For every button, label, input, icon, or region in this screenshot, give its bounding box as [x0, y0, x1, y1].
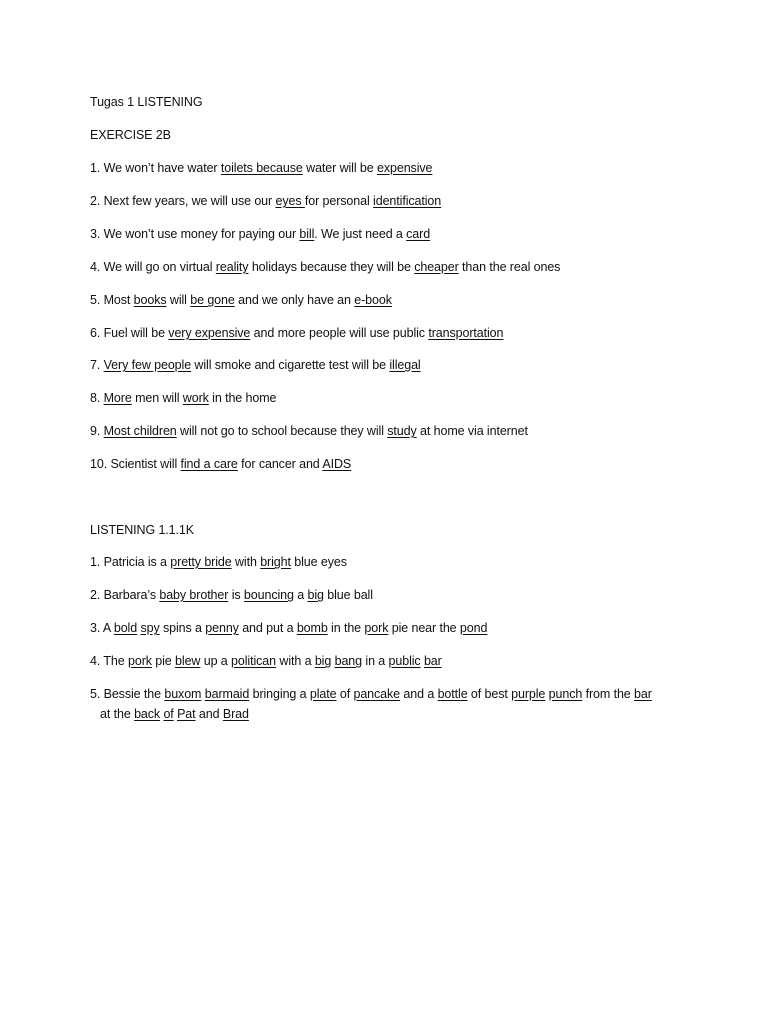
text-run: for cancer and [237, 457, 323, 471]
underlined-answer: buxom [164, 687, 202, 701]
text-run: than the real ones [458, 260, 561, 274]
text-run: 6. Fuel will be [90, 326, 169, 340]
section-heading-listening: LISTENING 1.1.1K [90, 523, 194, 537]
text-run: will smoke and cigarette test will be [191, 358, 390, 372]
underlined-answer: pretty bride [170, 555, 232, 569]
text-run: 4. The [90, 654, 128, 668]
text-run: spins a [159, 621, 206, 635]
text-run: 5. Most [90, 293, 134, 307]
text-run: 2. Barbara’s [90, 588, 160, 602]
text-run: blue eyes [290, 555, 347, 569]
text-run: a [293, 588, 308, 602]
underlined-answer: find a care [180, 457, 238, 471]
text-run: in the [327, 621, 365, 635]
underlined-answer: Very few people [103, 358, 192, 372]
underlined-answer: public [388, 654, 421, 668]
text-run: and [195, 707, 223, 721]
exercise-item [90, 355, 740, 375]
underlined-answer: AIDS [322, 457, 352, 471]
text-run: 2. Next few years, we will use our [90, 194, 276, 208]
underlined-answer: very expensive [168, 326, 251, 340]
listening-item [90, 585, 740, 605]
underlined-answer: bright [260, 555, 291, 569]
exercise-item [90, 191, 740, 211]
text-run: 8. [90, 391, 104, 405]
text-run: at home via internet [416, 424, 528, 438]
underlined-answer: plate [309, 687, 337, 701]
text-run: with a [276, 654, 315, 668]
text-run: with [231, 555, 261, 569]
text-run: in the home [208, 391, 277, 405]
text-run: will not go to school because they will [176, 424, 388, 438]
underlined-answer: eyes [275, 194, 305, 208]
underlined-answer: bouncing [243, 588, 294, 602]
underlined-answer: cheaper [414, 260, 459, 274]
underlined-answer: pork [364, 621, 389, 635]
underlined-answer: baby brother [159, 588, 229, 602]
underlined-answer: pond [459, 621, 488, 635]
text-run: 1. Patricia is a [90, 555, 171, 569]
text-run: bringing a [249, 687, 310, 701]
text-run: and more people will use public [250, 326, 429, 340]
underlined-answer: study [387, 424, 417, 438]
underlined-answer: big [314, 654, 332, 668]
underlined-answer: bill [299, 227, 315, 241]
underlined-answer: toilets because [220, 161, 303, 175]
text-run: holidays because they will be [248, 260, 415, 274]
text-run: 10. Scientist will [90, 457, 181, 471]
underlined-answer: transportation [428, 326, 504, 340]
listening-item [90, 684, 740, 704]
text-run: is [228, 588, 244, 602]
text-run: pie near the [388, 621, 460, 635]
exercise-item [90, 158, 740, 178]
document-title: Tugas 1 LISTENING [90, 95, 203, 109]
exercise-item [90, 290, 740, 310]
underlined-answer: books [133, 293, 167, 307]
underlined-answer: bar [423, 654, 442, 668]
text-run: 3. We won’t use money for paying our [90, 227, 300, 241]
underlined-answer: bold [113, 621, 138, 635]
text-run: blue ball [323, 588, 373, 602]
underlined-answer: bomb [296, 621, 328, 635]
underlined-answer: pork [127, 654, 152, 668]
text-run: of [336, 687, 354, 701]
text-run: at the [100, 707, 135, 721]
exercise-item [90, 323, 740, 343]
underlined-answer: back [134, 707, 161, 721]
text-run: 3. A [90, 621, 114, 635]
underlined-answer: barmaid [204, 687, 250, 701]
text-run: 7. [90, 358, 104, 372]
underlined-answer: work [182, 391, 209, 405]
underlined-answer: pancake [353, 687, 401, 701]
text-run: will [166, 293, 191, 307]
exercise-item [90, 421, 740, 441]
text-run: 5. Bessie the [90, 687, 165, 701]
underlined-answer: illegal [389, 358, 421, 372]
text-run: pie [151, 654, 176, 668]
underlined-answer: Most children [103, 424, 177, 438]
underlined-answer: big [307, 588, 324, 602]
underlined-answer: card [406, 227, 431, 241]
underlined-answer: Brad [222, 707, 249, 721]
underlined-answer: blew [175, 654, 201, 668]
underlined-answer: purple [511, 687, 546, 701]
text-run: 9. [90, 424, 104, 438]
exercise-item [90, 388, 740, 408]
listening-item-continuation [90, 704, 750, 724]
section-heading-exercise: EXERCISE 2B [90, 128, 171, 142]
text-run: up a [200, 654, 232, 668]
text-run: 1. We won’t have water [90, 161, 221, 175]
text-run: in a [362, 654, 389, 668]
text-run: and put a [238, 621, 297, 635]
underlined-answer: punch [548, 687, 583, 701]
text-run: of best [467, 687, 512, 701]
underlined-answer: bang [334, 654, 363, 668]
text-run: men will [131, 391, 183, 405]
text-run: and a [400, 687, 438, 701]
listening-item [90, 552, 740, 572]
exercise-item [90, 454, 740, 474]
text-run: and we only have an [234, 293, 355, 307]
text-run: for personal [304, 194, 374, 208]
text-run: . We just need a [314, 227, 407, 241]
underlined-answer: identification [373, 194, 442, 208]
underlined-answer: More [103, 391, 132, 405]
underlined-answer: of [163, 707, 174, 721]
underlined-answer: penny [205, 621, 239, 635]
exercise-item [90, 257, 740, 277]
listening-item [90, 618, 740, 638]
underlined-answer: bar [634, 687, 652, 701]
text-run: 4. We will go on virtual [90, 260, 216, 274]
text-run: water will be [302, 161, 377, 175]
listening-item [90, 651, 740, 671]
underlined-answer: bottle [437, 687, 468, 701]
underlined-answer: expensive [377, 161, 433, 175]
underlined-answer: reality [215, 260, 249, 274]
underlined-answer: spy [140, 621, 160, 635]
underlined-answer: politican [231, 654, 277, 668]
exercise-item [90, 224, 740, 244]
text-run: from the [582, 687, 635, 701]
underlined-answer: Pat [177, 707, 196, 721]
underlined-answer: e-book [354, 293, 392, 307]
underlined-answer: be gone [190, 293, 235, 307]
